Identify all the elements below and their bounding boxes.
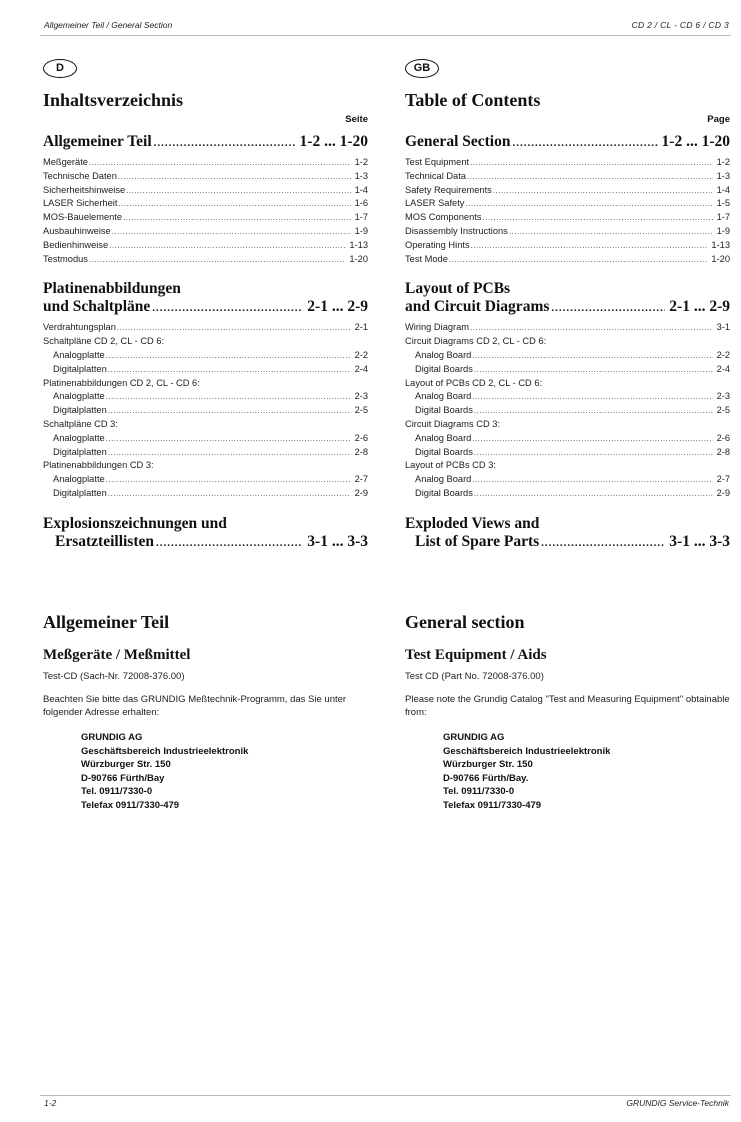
toc-entry-title: Platinenabbildungen CD 3: — [43, 460, 154, 471]
toc-entry-title: Operating Hints — [405, 239, 470, 250]
toc-entry-page: 1-4 — [354, 184, 368, 195]
subsection-title-de: Meßgeräte / Meßmittel — [43, 647, 191, 663]
toc-leader-dots — [106, 433, 351, 446]
toc-entry-title: MOS Components — [405, 212, 482, 223]
toc-entry — [405, 156, 730, 170]
toc-leader-dots — [118, 198, 350, 211]
toc-entry-title: MOS-Bauelemente — [43, 212, 123, 223]
toc-leader-dots — [89, 157, 351, 170]
toc-entry-page: 2-1 — [354, 322, 368, 333]
toc-entry — [405, 432, 730, 446]
toc-entry — [43, 211, 368, 225]
address-line: GRUNDIG AG — [81, 732, 143, 743]
toc-entry-page: 2-6 — [716, 432, 730, 443]
toc-entry-title: Circuit Diagrams CD 3: — [405, 418, 501, 429]
header-left: Allgemeiner Teil / General Section — [44, 20, 173, 30]
toc-entry-title: Schaltpläne CD 3: — [43, 418, 118, 429]
toc-entry-title: Analog Board — [415, 349, 472, 360]
toc-entry — [405, 211, 730, 225]
toc-entry — [43, 184, 368, 198]
toc-leader-dots — [106, 350, 351, 363]
toc-entry-title: Analogplatte — [53, 474, 105, 485]
toc-entry — [405, 418, 730, 432]
toc-entry-page: 2-9 — [716, 487, 730, 498]
toc-entry-page: 2-3 — [716, 391, 730, 402]
section3-heading-line1-de: Explosionszeichnungen und — [43, 514, 227, 532]
toc-entry — [405, 349, 730, 363]
toc-entry-page: 1-9 — [716, 225, 730, 236]
toc-entry-title: Safety Requirements — [405, 184, 492, 195]
toc-entry-page: 1-6 — [354, 198, 368, 209]
english-column — [405, 58, 730, 552]
footer-page-number: 1-2 — [44, 1098, 57, 1108]
toc-leader-dots — [474, 488, 713, 501]
toc-leader-dots — [474, 364, 713, 377]
toc-entry-title: Digital Boards — [415, 363, 473, 374]
toc-leader-dots — [106, 391, 351, 404]
toc-entry-page: 3-1 — [716, 322, 730, 333]
toc-entry-page: 1-7 — [354, 212, 368, 223]
toc-entry — [43, 487, 368, 501]
toc-entry-page: 1-9 — [354, 225, 368, 236]
toc-entry-title: Digital Boards — [415, 405, 473, 416]
toc-entry-page: 1-4 — [716, 184, 730, 195]
toc-entry — [405, 473, 730, 487]
footer-rule — [40, 1095, 731, 1096]
toc-entry — [405, 487, 730, 501]
toc-leader-dots — [465, 198, 712, 211]
section3-heading-gb: List of Spare Parts ..... 3-1 ... 3-3 — [405, 533, 730, 552]
toc-entry-page: 2-2 — [354, 349, 368, 360]
toc-entry-title: Disassembly Instructions — [405, 225, 508, 236]
toc-entry — [43, 239, 368, 253]
toc-leader-dots — [493, 185, 713, 198]
address-de — [43, 731, 368, 812]
toc-entry — [405, 170, 730, 184]
toc-leader-dots — [106, 474, 351, 487]
toc-entry-title: Sicherheitshinweise — [43, 184, 126, 195]
general-section-gb — [405, 612, 730, 812]
address-line: GRUNDIG AG — [443, 732, 505, 743]
section2-list-gb — [405, 321, 730, 500]
toc-entry — [405, 239, 730, 253]
toc-entry — [405, 321, 730, 335]
toc-entry-page: 1-7 — [716, 212, 730, 223]
toc-entry — [43, 335, 368, 349]
address-line: Telefax 0911/7330-479 — [443, 799, 542, 811]
section1-list-gb — [405, 156, 730, 266]
address-line: Würzburger Str. 150 — [443, 759, 533, 770]
toc-entry — [405, 377, 730, 391]
toc-leader-dots — [108, 364, 351, 377]
toc-leader-dots — [509, 226, 713, 239]
toc-entry — [43, 473, 368, 487]
toc-entry-page: 1-3 — [354, 170, 368, 181]
toc-entry — [43, 253, 368, 267]
toc-entry-title: Wiring Diagram — [405, 322, 470, 333]
toc-leader-dots — [112, 226, 351, 239]
section-title-gb: General section — [405, 612, 525, 632]
toc-leader-dots — [470, 157, 712, 170]
toc-leader-dots — [470, 322, 713, 335]
toc-entry-title: Digitalplatten — [53, 363, 107, 374]
general-section-de — [43, 612, 368, 812]
section2-heading-line1-de: Platinenabbildungen — [43, 280, 181, 298]
toc-entry-title: Analogplatte — [53, 391, 105, 402]
toc-entry-title: Test Equipment — [405, 157, 470, 167]
toc-entry-page: 2-2 — [716, 349, 730, 360]
toc-entry — [405, 459, 730, 473]
toc-title-de: Inhaltsverzeichnis — [43, 90, 184, 110]
toc-entry-page: 2-8 — [716, 446, 730, 457]
toc-entry — [405, 404, 730, 418]
toc-leader-dots — [471, 240, 708, 253]
toc-entry-title: Bedienhinweise — [43, 239, 109, 250]
section2-heading-de: und Schaltpläne ..... 2-1 ... 2-9 — [43, 298, 368, 317]
toc-leader-dots — [117, 322, 351, 335]
toc-entry-page: 1-20 — [349, 253, 368, 264]
section3-heading-line1-gb: Exploded Views and — [405, 514, 540, 532]
toc-entry — [43, 197, 368, 211]
toc-leader-dots — [467, 171, 713, 184]
toc-leader-dots — [89, 254, 345, 267]
toc-leader-dots — [109, 240, 345, 253]
page-label-gb: Page — [707, 114, 730, 125]
address-line: D-90766 Fürth/Bay. — [443, 772, 529, 784]
toc-leader-dots — [123, 212, 351, 225]
toc-entry — [43, 170, 368, 184]
toc-entry-title: Test Mode — [405, 253, 448, 264]
header-right: CD 2 / CL - CD 6 / CD 3 — [631, 20, 729, 30]
toc-entry-page: 2-7 — [716, 474, 730, 485]
page-label-de: Seite — [345, 114, 368, 125]
toc-entry-title: LASER Sicherheit — [43, 198, 118, 209]
toc-entry-title: Technical Data — [405, 170, 466, 181]
toc-entry-title: Meßgeräte — [43, 157, 88, 167]
toc-entry — [405, 184, 730, 198]
toc-entry-page: 1-13 — [711, 239, 730, 250]
toc-entry-page: 1-20 — [711, 253, 730, 264]
toc-entry — [43, 363, 368, 377]
toc-leader-dots — [472, 474, 712, 487]
test-cd-de: Test-CD (Sach-Nr. 72008-376.00) — [43, 671, 185, 682]
toc-entry-page: 2-7 — [354, 474, 368, 485]
toc-entry — [43, 156, 368, 170]
toc-entry-page: 2-4 — [716, 363, 730, 374]
address-line: Telefax 0911/7330-479 — [81, 799, 180, 811]
toc-entry-page: 1-2 — [354, 157, 368, 167]
address-line: Geschäftsbereich Industrieelektronik — [81, 745, 249, 757]
toc-entry-page: 2-5 — [354, 405, 368, 416]
address-line: Würzburger Str. 150 — [81, 759, 171, 770]
note-gb: Please note the Grundig Catalog "Test and Measuring Equipment" obtainable from: — [405, 694, 730, 718]
toc-entry-title: Technische Daten — [43, 170, 117, 181]
toc-leader-dots — [482, 212, 712, 225]
toc-entry-page: 1-5 — [716, 198, 730, 209]
toc-entry-page: 2-4 — [354, 363, 368, 374]
toc-entry — [43, 418, 368, 432]
toc-entry-title: Layout of PCBs CD 3: — [405, 460, 496, 471]
toc-entry — [43, 404, 368, 418]
toc-entry — [43, 432, 368, 446]
language-badge-de: D — [43, 59, 77, 78]
toc-entry — [405, 335, 730, 349]
section2-list-de — [43, 321, 368, 500]
toc-entry-title: Ausbauhinweise — [43, 225, 111, 236]
toc-entry-page: 1-3 — [716, 170, 730, 181]
toc-entry-page: 2-5 — [716, 405, 730, 416]
toc-entry-page: 2-8 — [354, 446, 368, 457]
toc-entry-title: Digitalplatten — [53, 405, 107, 416]
toc-entry — [43, 377, 368, 391]
address-gb — [405, 731, 730, 812]
toc-leader-dots — [472, 391, 712, 404]
toc-entry-title: Analog Board — [415, 391, 472, 402]
toc-entry-title: Digital Boards — [415, 446, 473, 457]
section2-heading-line1-gb: Layout of PCBs — [405, 280, 511, 298]
toc-leader-dots — [472, 433, 712, 446]
toc-leader-dots — [449, 254, 708, 267]
address-line: Tel. 0911/7330-0 — [81, 786, 153, 797]
toc-entry — [43, 321, 368, 335]
section2-heading-gb: and Circuit Diagrams ..... 2-1 ... 2-9 — [405, 298, 730, 317]
toc-leader-dots — [474, 405, 713, 418]
address-line: D-90766 Fürth/Bay — [81, 772, 165, 784]
test-cd-gb: Test CD (Part No. 72008-376.00) — [405, 671, 544, 682]
toc-entry — [405, 225, 730, 239]
toc-entry-title: Verdrahtungsplan — [43, 322, 116, 333]
toc-leader-dots — [108, 488, 351, 501]
toc-entry-title: Schaltpläne CD 2, CL - CD 6: — [43, 336, 165, 347]
note-de: Beachten Sie bitte das GRUNDIG Meßtechnik-Programm, das Sie unter folgender Adresse erhalten: — [43, 694, 347, 718]
address-line: Tel. 0911/7330-0 — [443, 786, 515, 797]
section-title-de: Allgemeiner Teil — [43, 612, 170, 632]
toc-entry-title: Digitalplatten — [53, 487, 107, 498]
toc-entry-title: Testmodus — [43, 253, 88, 264]
section1-heading-de: Allgemeiner Teil ..... 1-2 ... 1-20 — [43, 133, 368, 152]
toc-leader-dots — [108, 447, 351, 460]
toc-entry — [43, 225, 368, 239]
footer-publisher: GRUNDIG Service-Technik — [626, 1098, 729, 1108]
header-rule — [40, 35, 731, 36]
toc-entry-page: 1-2 — [716, 157, 730, 167]
toc-entry — [405, 363, 730, 377]
toc-entry-title: Layout of PCBs CD 2, CL - CD 6: — [405, 377, 543, 388]
toc-entry-title: Analog Board — [415, 432, 472, 443]
language-badge-gb: GB — [405, 59, 439, 78]
toc-entry — [405, 253, 730, 267]
toc-entry-title: Digitalplatten — [53, 446, 107, 457]
toc-leader-dots — [126, 185, 350, 198]
toc-entry — [405, 390, 730, 404]
toc-entry-title: Analogplatte — [53, 432, 105, 443]
section1-list-de — [43, 156, 368, 266]
toc-entry — [405, 446, 730, 460]
toc-entry-page: 1-13 — [349, 239, 368, 250]
toc-leader-dots — [474, 447, 713, 460]
toc-entry-page: 2-3 — [354, 391, 368, 402]
address-line: Geschäftsbereich Industrieelektronik — [443, 745, 611, 757]
toc-entry-title: Digital Boards — [415, 487, 473, 498]
subsection-title-gb: Test Equipment / Aids — [405, 647, 547, 663]
toc-entry-title: LASER Safety — [405, 198, 465, 209]
toc-entry — [43, 446, 368, 460]
toc-entry-title: Analog Board — [415, 474, 472, 485]
section1-heading-gb: General Section ..... 1-2 ... 1-20 — [405, 133, 730, 152]
german-column — [43, 58, 368, 552]
toc-leader-dots — [118, 171, 351, 184]
toc-entry — [43, 349, 368, 363]
section3-heading-de: Ersatzteillisten ..... 3-1 ... 3-3 — [43, 533, 368, 552]
toc-leader-dots — [472, 350, 712, 363]
toc-entry — [405, 197, 730, 211]
toc-entry — [43, 390, 368, 404]
toc-title-gb: Table of Contents — [405, 90, 541, 110]
toc-leader-dots — [108, 405, 351, 418]
toc-entry-title: Platinenabbildungen CD 2, CL - CD 6: — [43, 377, 200, 388]
toc-entry-page: 2-9 — [354, 487, 368, 498]
toc-entry-title: Analogplatte — [53, 349, 105, 360]
toc-entry-page: 2-6 — [354, 432, 368, 443]
toc-entry — [43, 459, 368, 473]
toc-entry-title: Circuit Diagrams CD 2, CL - CD 6: — [405, 336, 547, 347]
